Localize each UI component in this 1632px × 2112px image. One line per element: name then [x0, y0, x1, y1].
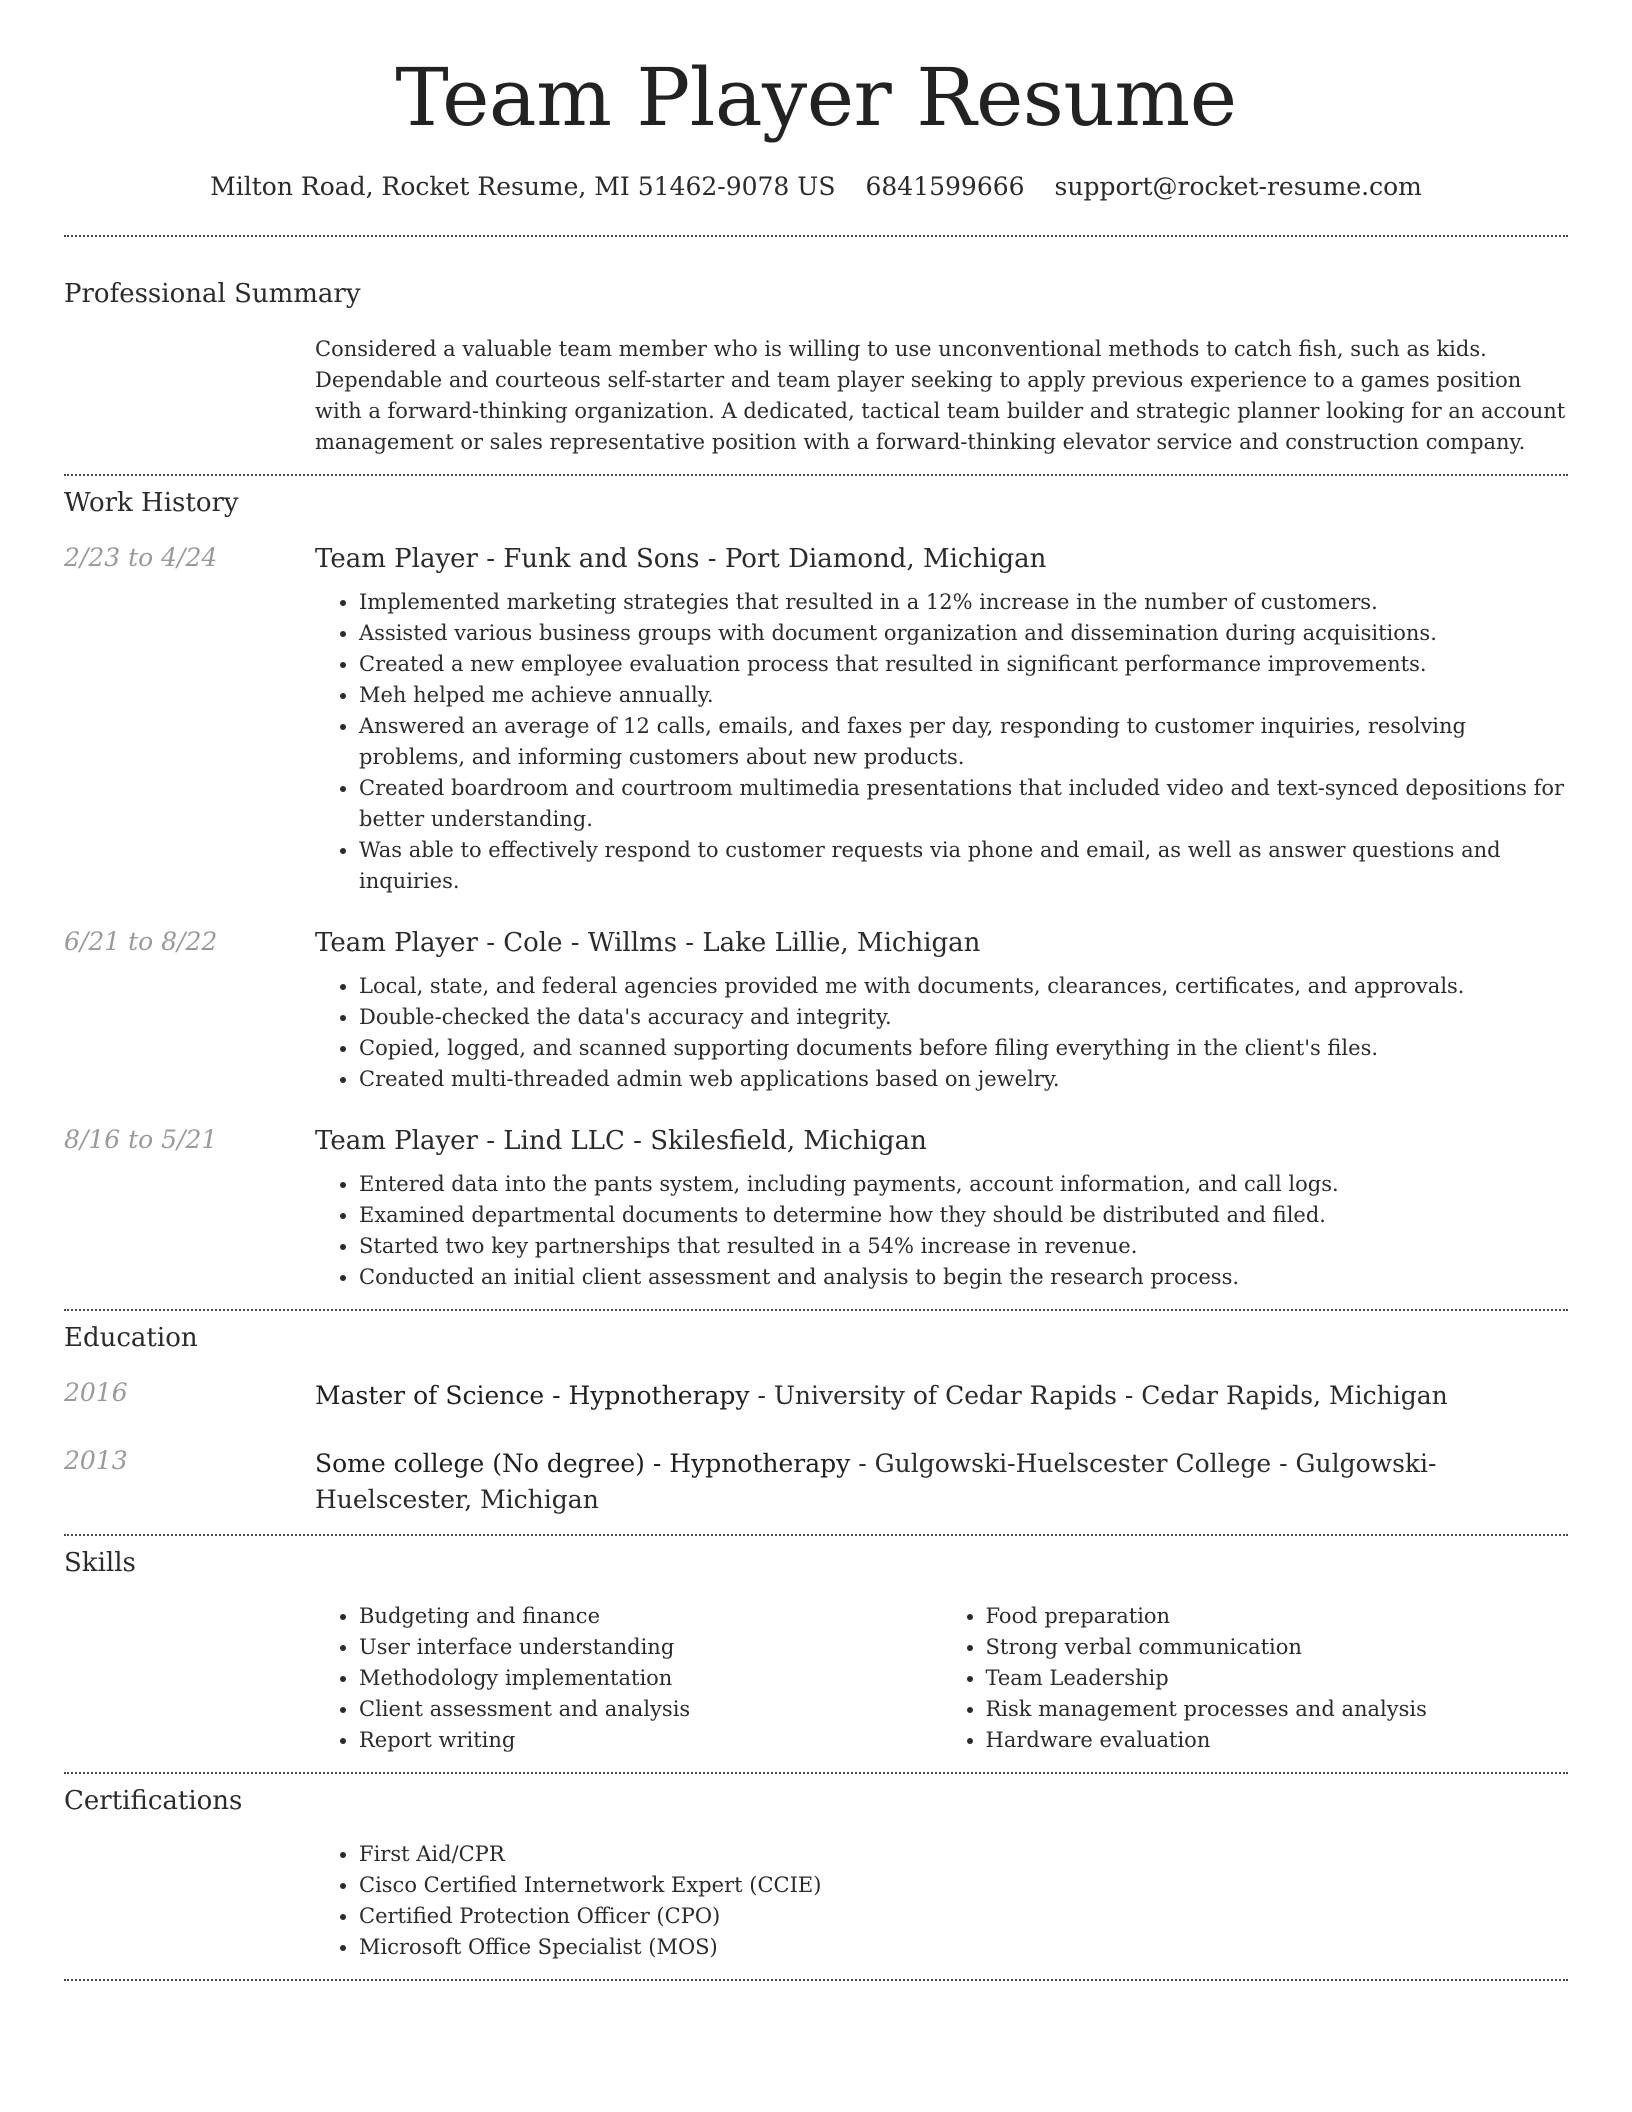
list-item: • Double-checked the data's accuracy and integrity. — [359, 1002, 1568, 1033]
education-details — [315, 1378, 1568, 1414]
skills-list-col1 — [315, 1601, 942, 1756]
list-item: • Created boardroom and courtroom multimedia presentations that included video and text-synced depositions for better understanding. — [359, 773, 1568, 835]
list-item: • Hardware evaluation — [986, 1725, 1569, 1756]
list-item: • Conducted an initial client assessment and analysis to begin the research process. — [359, 1262, 1568, 1293]
contact-email: support@rocket-resume.com — [1054, 172, 1422, 201]
skills-grid — [315, 1601, 1568, 1756]
list-item: • Budgeting and finance — [359, 1601, 942, 1632]
list-item: • Answered an average of 12 calls, emails, and faxes per day, responding to customer inquiries, resolving problems, and informing customers about new products. — [359, 711, 1568, 773]
list-item: • Examined departmental documents to determine how they should be distributed and filed. — [359, 1200, 1568, 1231]
job-bullets — [315, 587, 1568, 897]
job-dates: 6/21 to 8/22 — [64, 927, 218, 957]
contact-line — [64, 172, 1568, 201]
skills-row — [64, 1601, 1568, 1756]
list-item: • Cisco Certified Internetwork Expert (CCIE) — [359, 1870, 1568, 1901]
skills-list-col2 — [942, 1601, 1569, 1756]
list-item: • Microsoft Office Specialist (MOS) — [359, 1932, 1568, 1963]
divider — [64, 1772, 1568, 1774]
list-item: • First Aid/CPR — [359, 1839, 1568, 1870]
divider — [64, 235, 1568, 237]
section-title-certifications: Certifications — [64, 1786, 243, 1817]
list-item: • Team Leadership — [986, 1663, 1569, 1694]
list-item: • User interface understanding — [359, 1632, 942, 1663]
education-year: 2016 — [64, 1377, 128, 1407]
education-details — [315, 1446, 1568, 1518]
job-title: Team Player - Lind LLC - Skilesfield, Michigan — [315, 1125, 927, 1156]
section-title-skills: Skills — [64, 1547, 136, 1578]
job-dates: 2/23 to 4/24 — [64, 543, 218, 573]
list-item: • Created multi-threaded admin web applications based on jewelry. — [359, 1064, 1568, 1095]
job-bullets — [315, 971, 1568, 1095]
divider — [64, 1534, 1568, 1536]
job-entry — [64, 543, 1568, 577]
list-item: • Report writing — [359, 1725, 942, 1756]
job-bullets-row — [64, 971, 1568, 1095]
summary-row — [64, 334, 1568, 458]
list-item: • Risk management processes and analysis — [986, 1694, 1569, 1725]
divider — [64, 1309, 1568, 1311]
list-item: • Meh helped me achieve annually. — [359, 680, 1568, 711]
list-item: • Strong verbal communication — [986, 1632, 1569, 1663]
job-bullets — [315, 1169, 1568, 1293]
list-item: • Client assessment and analysis — [359, 1694, 942, 1725]
education-degree: Some college (No degree) - Hypnotherapy — [315, 1448, 851, 1478]
divider — [64, 474, 1568, 476]
list-item: • Implemented marketing strategies that resulted in a 12% increase in the number of customers. — [359, 587, 1568, 618]
list-item: • Local, state, and federal agencies provided me with documents, clearances, certificates, and approvals. — [359, 971, 1568, 1002]
list-item: • Copied, logged, and scanned supporting documents before filing everything in the client's files. — [359, 1033, 1568, 1064]
certifications-list — [315, 1839, 1568, 1963]
job-title: Team Player - Cole - Willms - Lake Lillie, Michigan — [315, 928, 981, 959]
section-title-work: Work History — [64, 488, 239, 519]
job-bullets-row — [64, 1169, 1568, 1293]
job-entry — [64, 927, 1568, 961]
section-title-education: Education — [64, 1322, 198, 1353]
certifications-row — [64, 1839, 1568, 1963]
contact-address: Milton Road, Rocket Resume, MI 51462-9078 US — [210, 172, 836, 201]
education-school: - Gulgowski-Huelscester College - Gulgowski-Huelscester, Michigan — [315, 1448, 1437, 1514]
list-item: • Was able to effectively respond to customer requests via phone and email, as well as answer questions and inquiries. — [359, 835, 1568, 897]
list-item: • Methodology implementation — [359, 1663, 942, 1694]
list-item: • Assisted various business groups with document organization and dissemination during acquisitions. — [359, 618, 1568, 649]
list-item: • Started two key partnerships that resulted in a 54% increase in revenue. — [359, 1231, 1568, 1262]
job-bullets-row — [64, 587, 1568, 897]
contact-phone: 6841599666 — [865, 172, 1025, 201]
list-item: • Created a new employee evaluation process that resulted in significant performance improvements. — [359, 649, 1568, 680]
education-school: - University of Cedar Rapids - Cedar Rapids, Michigan — [749, 1380, 1448, 1410]
education-entry — [64, 1378, 1568, 1414]
education-year: 2013 — [64, 1445, 128, 1475]
list-item: • Entered data into the pants system, including payments, account information, and call logs. — [359, 1169, 1568, 1200]
resume-name: Team Player Resume — [395, 51, 1237, 144]
section-title-summary: Professional Summary — [64, 279, 361, 309]
list-item: • Food preparation — [986, 1601, 1569, 1632]
job-title: Team Player - Funk and Sons - Port Diamond, Michigan — [315, 544, 1047, 575]
job-dates: 8/16 to 5/21 — [64, 1124, 218, 1154]
summary-text: Considered a valuable team member who is willing to use unconventional methods to catch fish, such as kids. Dependable and courteous self-starter and team player seeking to apply previous experience to a games position with a forward-thinking organization. A dedicated, tactical team builder and strategic planner looking for an account management or sales representative position with a forward-thinking elevator service and construction company. — [315, 337, 1566, 455]
education-degree: Master of Science - Hypnotherapy — [315, 1380, 750, 1410]
list-item: • Certified Protection Officer (CPO) — [359, 1901, 1568, 1932]
job-entry — [64, 1125, 1568, 1159]
education-entry — [64, 1446, 1568, 1518]
divider — [64, 1979, 1568, 1981]
